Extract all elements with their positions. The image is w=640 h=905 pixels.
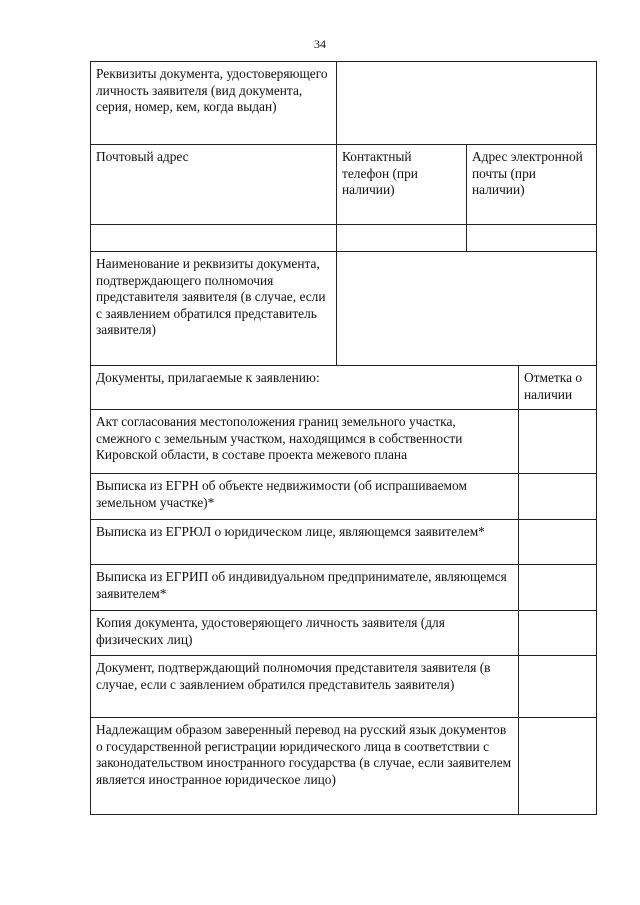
attachment-mark-cell[interactable] [519,656,597,718]
identity-document-row [91,62,597,145]
attachment-mark-cell[interactable] [519,718,597,815]
attachment-label: Акт согласования местоположения границ земельного участка, смежного с земельным участком, находящимся в собственности Кировской области, в составе проекта межевого плана [91,410,519,474]
attachment-row [91,611,597,656]
phone-label: Контактный телефон (при наличии) [337,145,467,225]
postal-address-label: Почтовый адрес [91,145,337,225]
attachment-row [91,565,597,611]
postal-address-field[interactable] [91,225,337,252]
attachment-row [91,410,597,474]
contacts-header-row [91,145,597,225]
attachment-mark-cell[interactable] [519,565,597,611]
identity-document-value-field[interactable] [337,62,597,145]
attachment-label: Надлежащим образом заверенный перевод на русский язык документов о государственной регистрации юридического лица в соответствии с законодательством иностранного государства (в случае, если заявителем является иностранное юридическое лицо) [91,718,519,815]
representative-document-label: Наименование и реквизиты документа, подтверждающего полномочия представителя заявителя (в случае, если с заявлением обратился представитель заявителя) [91,252,337,366]
attachment-mark-cell[interactable] [519,410,597,474]
attachments-header-row [91,366,597,410]
email-field[interactable] [467,225,597,252]
attachments-header: Документы, прилагаемые к заявлению: [91,366,519,410]
attachment-label: Документ, подтверждающий полномочия представителя заявителя (в случае, если с заявлением обратился представитель заявителя) [91,656,519,718]
identity-document-label: Реквизиты документа, удостоверяющего личность заявителя (вид документа, серия, номер, кем, когда выдан) [91,62,337,145]
attachment-row [91,718,597,815]
mark-header: Отметка о наличии [519,366,597,410]
phone-field[interactable] [337,225,467,252]
attachment-mark-cell[interactable] [519,611,597,656]
page-number: 34 [314,37,326,51]
email-label: Адрес электронной почты (при наличии) [467,145,597,225]
attachment-label: Выписка из ЕГРИП об индивидуальном предпринимателе, являющемся заявителем* [91,565,519,611]
contacts-value-row [91,225,597,252]
attachment-row [91,656,597,718]
attachment-row [91,474,597,520]
application-form-table [90,61,597,815]
attachment-label: Копия документа, удостоверяющего личность заявителя (для физических лиц) [91,611,519,656]
attachment-label: Выписка из ЕГРЮЛ о юридическом лице, являющемся заявителем* [91,520,519,565]
representative-document-value-field[interactable] [337,252,597,366]
attachment-mark-cell[interactable] [519,520,597,565]
representative-document-row [91,252,597,366]
attachment-row [91,520,597,565]
attachment-label: Выписка из ЕГРН об объекте недвижимости (об испрашиваемом земельном участке)* [91,474,519,520]
attachment-mark-cell[interactable] [519,474,597,520]
